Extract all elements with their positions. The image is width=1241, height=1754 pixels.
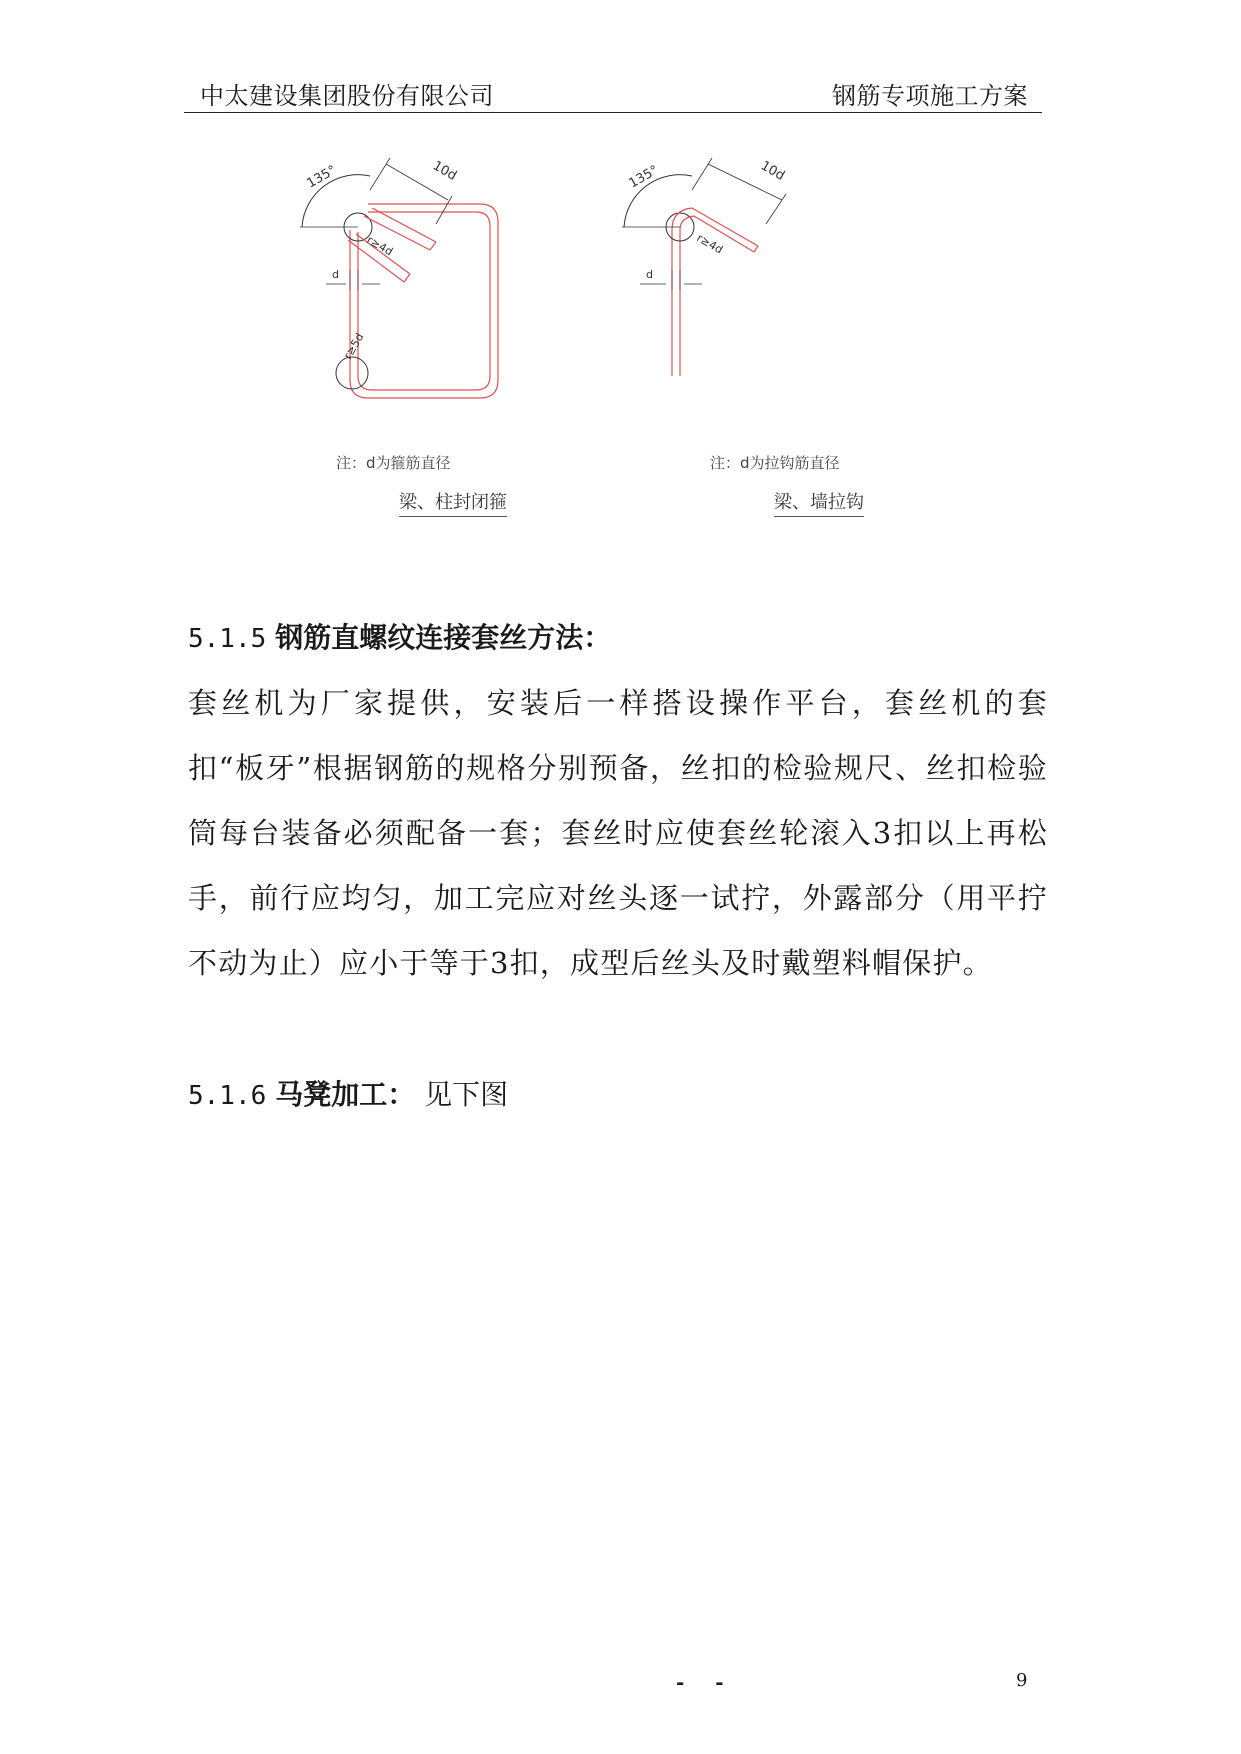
right-note: 注：d为拉钩筋直径	[710, 454, 840, 472]
left-radius-label-top: r≥4d	[364, 233, 396, 259]
right-caption: 梁、墙拉钩	[774, 488, 864, 517]
left-d-label: d	[332, 268, 339, 281]
tie-hook-drawing	[622, 158, 786, 376]
footer-dashes: - -	[676, 1670, 736, 1694]
section-516-title: 马凳加工：	[275, 1078, 416, 1111]
stirrup-figure	[304, 158, 920, 530]
header-company: 中太建设集团股份有限公司	[200, 82, 494, 110]
section-515-number: 5.1.5	[188, 624, 267, 654]
section-515-paragraph: 套丝机为厂家提供，安装后一样搭设操作平台，套丝机的套扣“板牙”根据钢筋的规格分别预备，丝扣的检验规尺、丝扣检验筒每台装备必须配备一套；套丝时应使套丝轮滚入3扣以上再松手，前行应均匀，加工完应对丝头逐一试拧，外露部分（用平拧不动为止）应小于等于3扣，成型后丝头及时戴塑料帽保护。	[188, 686, 1048, 980]
section-516-number: 5.1.6	[188, 1081, 267, 1111]
left-length-label: 10d	[430, 158, 459, 184]
left-note: 注：d为箍筋直径	[336, 454, 451, 472]
left-caption: 梁、柱封闭箍	[399, 488, 507, 517]
right-length-label: 10d	[758, 158, 787, 184]
left-angle-label: 135°	[304, 162, 340, 192]
closed-stirrup-drawing	[300, 158, 498, 398]
right-radius-label: r≥4d	[694, 231, 726, 257]
section-515-heading	[188, 616, 611, 656]
page-number: 9	[1016, 1670, 1028, 1691]
section-516-text: 见下图	[424, 1078, 509, 1111]
left-radius-label-bottom: r≥5d	[341, 330, 367, 362]
right-angle-label: 135°	[626, 162, 662, 192]
stirrup-diagram	[304, 158, 920, 530]
section-515-title: 钢筋直螺纹连接套丝方法：	[275, 621, 612, 654]
section-516-heading	[188, 1073, 508, 1113]
right-d-label: d	[646, 268, 653, 281]
page-header	[184, 72, 1042, 113]
header-doc-title: 钢筋专项施工方案	[832, 82, 1028, 110]
